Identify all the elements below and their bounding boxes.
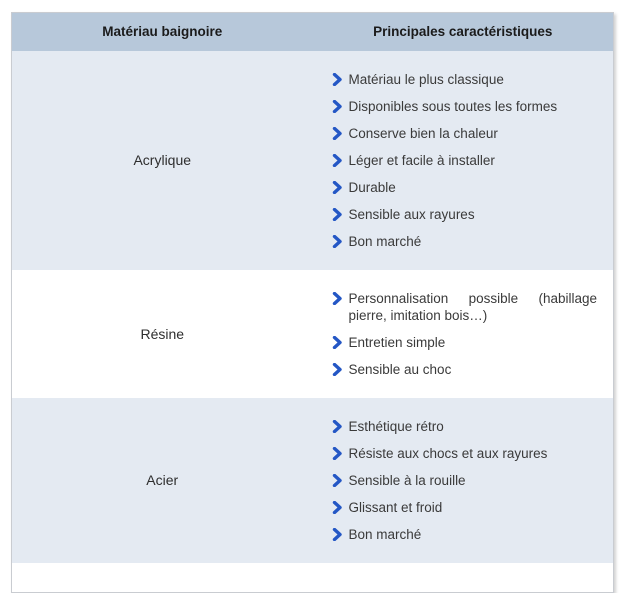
chevron-right-icon xyxy=(332,447,343,460)
characteristic-text: Entretien simple xyxy=(348,334,446,350)
characteristic-item xyxy=(332,472,598,489)
characteristic-item xyxy=(332,206,598,223)
materials-table xyxy=(11,12,614,593)
characteristics-list xyxy=(332,418,598,543)
table-row xyxy=(12,398,614,563)
characteristic-text: Conserve bien la chaleur xyxy=(348,125,498,141)
characteristic-text: Sensible aux rayures xyxy=(348,206,475,222)
characteristic-item xyxy=(332,418,598,435)
characteristic-item xyxy=(332,233,598,250)
characteristics-cell xyxy=(313,398,614,563)
characteristic-text: Bon marché xyxy=(348,526,422,542)
chevron-right-icon xyxy=(332,336,343,349)
characteristic-item xyxy=(332,334,598,351)
header-row xyxy=(12,13,614,51)
chevron-right-icon xyxy=(332,474,343,487)
characteristic-item xyxy=(332,499,598,516)
characteristic-text: Sensible au choc xyxy=(348,361,452,377)
material-label: Acrylique xyxy=(133,152,192,168)
chevron-right-icon xyxy=(332,154,343,167)
material-label: Acier xyxy=(146,472,179,488)
chevron-right-icon xyxy=(332,127,343,140)
table-row xyxy=(12,51,614,270)
characteristic-item xyxy=(332,179,598,196)
table-row xyxy=(12,270,614,398)
chevron-right-icon xyxy=(332,208,343,221)
characteristic-text: Esthétique rétro xyxy=(348,418,444,434)
chevron-right-icon xyxy=(332,363,343,376)
chevron-right-icon xyxy=(332,73,343,86)
material-cell xyxy=(12,398,313,563)
characteristic-item xyxy=(332,125,598,142)
chevron-right-icon xyxy=(332,528,343,541)
characteristic-text: Durable xyxy=(348,179,396,195)
chevron-right-icon xyxy=(332,100,343,113)
characteristic-item xyxy=(332,526,598,543)
characteristic-text: Personnalisation possible (habillage pierre, imitation bois…) xyxy=(348,290,597,323)
characteristic-text: Disponibles sous toutes les formes xyxy=(348,98,558,114)
chevron-right-icon xyxy=(332,235,343,248)
material-cell xyxy=(12,270,313,398)
characteristics-cell xyxy=(313,270,614,398)
characteristic-item xyxy=(332,98,598,115)
characteristic-text: Glissant et froid xyxy=(348,499,443,515)
header-characteristics: Principales caractéristiques xyxy=(313,13,614,51)
chevron-right-icon xyxy=(332,181,343,194)
characteristic-text: Sensible à la rouille xyxy=(348,472,466,488)
characteristic-item xyxy=(332,71,598,88)
characteristic-text: Matériau le plus classique xyxy=(348,71,504,87)
chevron-right-icon xyxy=(332,292,343,305)
characteristic-item xyxy=(332,290,598,324)
table-body xyxy=(12,51,614,593)
characteristic-item xyxy=(332,361,598,378)
table-header xyxy=(12,13,614,51)
characteristic-item xyxy=(332,152,598,169)
table-row-partial xyxy=(12,563,614,593)
characteristic-text: Résiste aux chocs et aux rayures xyxy=(348,445,548,461)
material-cell xyxy=(12,51,313,270)
chevron-right-icon xyxy=(332,501,343,514)
characteristic-text: Bon marché xyxy=(348,233,422,249)
header-material: Matériau baignoire xyxy=(12,13,313,51)
material-label: Résine xyxy=(140,325,185,342)
chevron-right-icon xyxy=(332,420,343,433)
characteristic-text: Léger et facile à installer xyxy=(348,152,495,168)
characteristics-cell xyxy=(313,51,614,270)
page xyxy=(0,12,626,585)
characteristics-list xyxy=(332,71,598,250)
characteristic-item xyxy=(332,445,598,462)
characteristics-list xyxy=(332,290,598,378)
